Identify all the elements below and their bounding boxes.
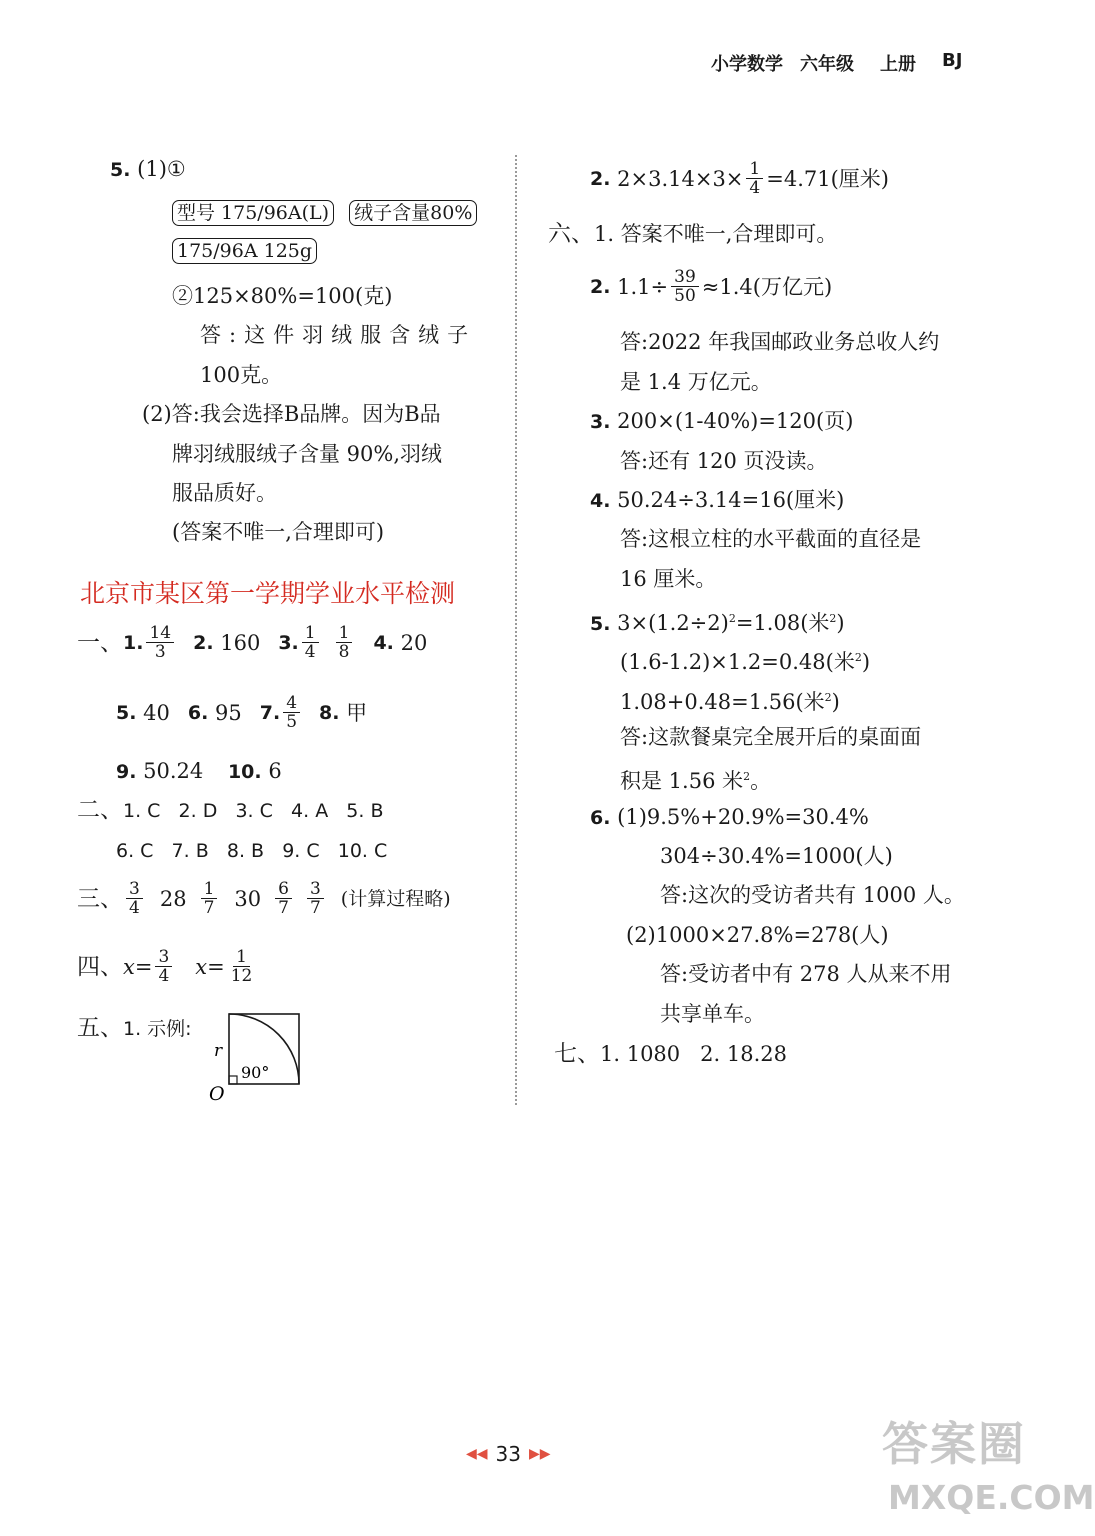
section-one-row2: 5. 40 6. 95 7. $\frac{4}{5}$ 8. 甲 bbox=[116, 693, 368, 732]
q5-2-line4: (答案不唯一,合理即可) bbox=[172, 520, 385, 544]
column-divider bbox=[515, 155, 517, 1105]
six-6-2-ans1: 答:受访者中有 278 人从来不用 bbox=[660, 962, 952, 986]
header-volume: 上册 bbox=[880, 54, 916, 75]
tag-row-2 bbox=[172, 238, 317, 264]
six-5-a: 5. $3\times(1.2\div 2)^2=1.08$(米$^2$) bbox=[590, 611, 845, 635]
six-6-1-ans: 答:这次的受访者共有 1000 人。 bbox=[660, 883, 965, 907]
prev-arrow-icon: ◀◀ bbox=[466, 1446, 488, 1462]
q5-2-line1: (2)答:我会选择B品牌。因为B品 bbox=[142, 402, 441, 426]
header-subject: 小学数学 bbox=[711, 54, 783, 75]
six-1: 六、1. 答案不唯一,合理即可。 bbox=[548, 221, 838, 247]
q5-1-calc: ②125×80%=100(克) bbox=[172, 284, 393, 308]
watermark-logo: 答案圈 bbox=[882, 1417, 1026, 1471]
six-6-2: (2)1000×27.8%=278(人) bbox=[626, 923, 889, 947]
q5-1-answer-line1: 答:这件羽绒服含绒子 bbox=[200, 323, 477, 347]
next-arrow-icon: ▶▶ bbox=[529, 1446, 551, 1462]
six-5-c: 1.08+0.48=1.56(米$^2$) bbox=[620, 690, 840, 714]
six-5-b: (1.6-1.2)×1.2=0.48(米$^2$) bbox=[620, 650, 871, 674]
six-6-2-ans2: 共享单车。 bbox=[660, 1002, 765, 1026]
q5-2-line3: 服品质好。 bbox=[172, 481, 277, 505]
six-6-1b: 304÷30.4%=1000(人) bbox=[660, 844, 893, 868]
section-one-row1: 一、 1. $\frac{14}{3}$ 2. 160 3. $\frac{1}{4}$ $\frac{1}{8}$ 4. 20 bbox=[77, 623, 428, 662]
tag-down-content: 绒子含量80% bbox=[349, 200, 477, 226]
right-angle-mark bbox=[229, 1076, 237, 1084]
six-2-ans2: 是 1.4 万亿元。 bbox=[620, 370, 772, 394]
section-five: 五、1. 示例: bbox=[77, 1015, 192, 1041]
section-two-row1: 二、1. C 2. D 3. C 4. A 5. B bbox=[77, 797, 384, 823]
section-title: 北京市某区第一学期学业水平检测 bbox=[80, 579, 456, 608]
angle-label: 90° bbox=[241, 1063, 270, 1082]
section-one-row3: 9. 50.24 10. 6 bbox=[116, 759, 282, 783]
r-q2: 2. 2×3.14×3× $\frac{1}{4}$ =4.71(厘米) bbox=[590, 159, 889, 198]
q5-2-line2: 牌羽绒服绒子含量 90%,羽绒 bbox=[172, 442, 443, 466]
six-6-1: 6. (1)9.5%+20.9%=30.4% bbox=[590, 805, 869, 829]
origin-label: O bbox=[209, 1083, 225, 1105]
radius-label: r bbox=[214, 1041, 223, 1061]
tag-model: 型号 175/96A(L) bbox=[172, 200, 334, 226]
six-3: 3. 200×(1-40%)=120(页) bbox=[590, 409, 854, 433]
six-5-ans2: 积是 1.56 米$^2$。 bbox=[620, 769, 772, 793]
section-two-row2: 6. C 7. B 8. B 9. C 10. C bbox=[116, 840, 388, 862]
q5-heading: 5. (1)① bbox=[110, 157, 186, 181]
six-3-ans: 答:还有 120 页没读。 bbox=[620, 449, 828, 473]
six-4-ans1: 答:这根立柱的水平截面的直径是 bbox=[620, 527, 922, 551]
watermark-url: MXQE.COM bbox=[888, 1478, 1095, 1517]
quarter-circle-diagram bbox=[205, 1010, 305, 1105]
section-four: 四、 x = $\frac{3}{4}$ x = $\frac{1}{12}$ bbox=[77, 947, 253, 986]
section-three: 三、 $\frac{3}{4}$ 28 $\frac{1}{7}$ 30 $\frac{6}{7}$ $\frac{3}{7}$ (计算过程略) bbox=[77, 879, 451, 918]
header-grade: 六年级 bbox=[800, 54, 854, 75]
page-number: 33 bbox=[495, 1442, 521, 1466]
tag-weight: 175/96A 125g bbox=[172, 238, 317, 264]
six-2: 2. 1.1÷ $\frac{39}{50}$ ≈1.4(万亿元) bbox=[590, 267, 833, 306]
tag-row-1 bbox=[172, 200, 477, 226]
six-4-ans2: 16 厘米。 bbox=[620, 567, 717, 591]
section-seven: 七、1. 1080 2. 18.28 bbox=[554, 1041, 788, 1067]
q5-1-answer-line2: 100克。 bbox=[200, 363, 283, 387]
header-edition: BJ bbox=[942, 50, 963, 71]
six-5-ans1: 答:这款餐桌完全展开后的桌面面 bbox=[620, 725, 922, 749]
footer-pagination bbox=[466, 1442, 551, 1466]
six-2-ans1: 答:2022 年我国邮政业务总收人约 bbox=[620, 330, 940, 354]
six-4: 4. 50.24÷3.14=16(厘米) bbox=[590, 488, 845, 512]
